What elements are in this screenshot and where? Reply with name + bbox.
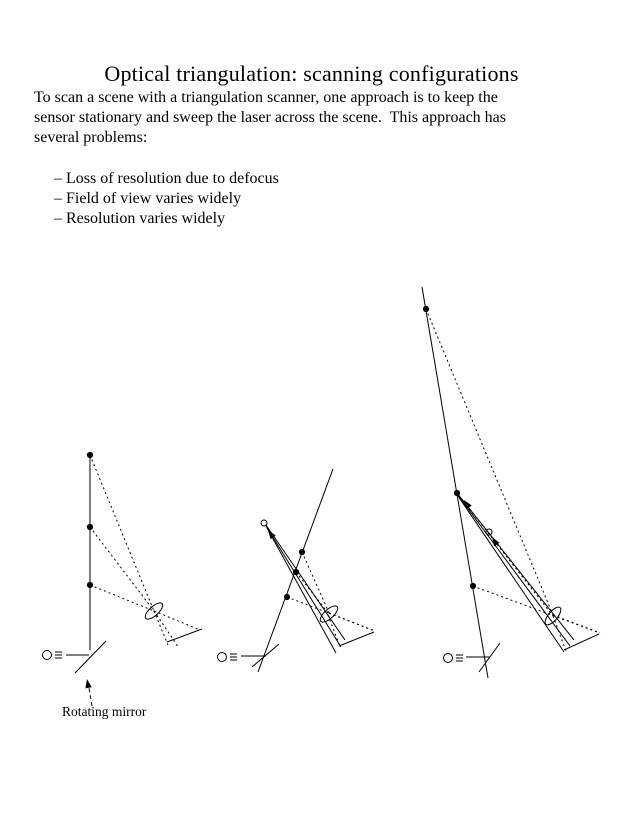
scene-point-dot	[87, 582, 93, 588]
slide-title: Optical triangulation: scanning configurations	[104, 60, 519, 86]
solid-line	[457, 494, 570, 646]
pivot-circle-icon	[261, 520, 267, 526]
problem-item: – Field of view varies widely	[54, 190, 242, 207]
dotted-sight-ray	[90, 455, 154, 611]
problem-item: – Resolution varies widely	[54, 210, 226, 227]
dotted-sight-ray	[154, 611, 179, 648]
rotating-mirror-label: Rotating mirror	[62, 704, 147, 719]
scene-point-dot	[87, 452, 93, 458]
figure-left	[43, 452, 203, 706]
dotted-sight-ray	[553, 615, 600, 633]
scene-point-dot	[293, 569, 299, 575]
intro-line: several problems:	[34, 129, 148, 146]
problem-item: – Loss of resolution due to defocus	[54, 170, 279, 187]
dotted-sight-ray	[426, 309, 553, 615]
laser-source-icon	[43, 651, 52, 660]
solid-line	[457, 493, 574, 640]
scene-point-dot	[470, 583, 476, 589]
dotted-sight-ray	[90, 585, 154, 611]
dotted-sight-ray	[90, 527, 154, 611]
figure-middle	[218, 469, 376, 672]
solid-line	[422, 287, 488, 678]
intro-line: To scan a scene with a triangulation scanner, one approach is to keep the	[34, 89, 498, 106]
scene-point-dot	[423, 306, 429, 312]
solid-line	[267, 528, 336, 653]
figure-right	[422, 287, 600, 678]
dotted-sight-ray	[329, 613, 375, 631]
scene-point-dot	[87, 524, 93, 530]
laser-source-icon	[218, 653, 227, 662]
solid-line	[458, 496, 564, 652]
pivot-circle-icon	[486, 529, 492, 535]
intro-line: sensor stationary and sweep the laser across the scene. This approach has	[34, 109, 506, 126]
scene-point-dot	[284, 594, 290, 600]
arrowhead-icon	[84, 678, 92, 688]
solid-line	[266, 526, 341, 647]
scene-point-dot	[299, 549, 305, 555]
solid-line	[167, 629, 202, 642]
solid-line	[564, 634, 599, 650]
laser-source-icon	[444, 654, 453, 663]
scene-point-dot	[454, 490, 460, 496]
